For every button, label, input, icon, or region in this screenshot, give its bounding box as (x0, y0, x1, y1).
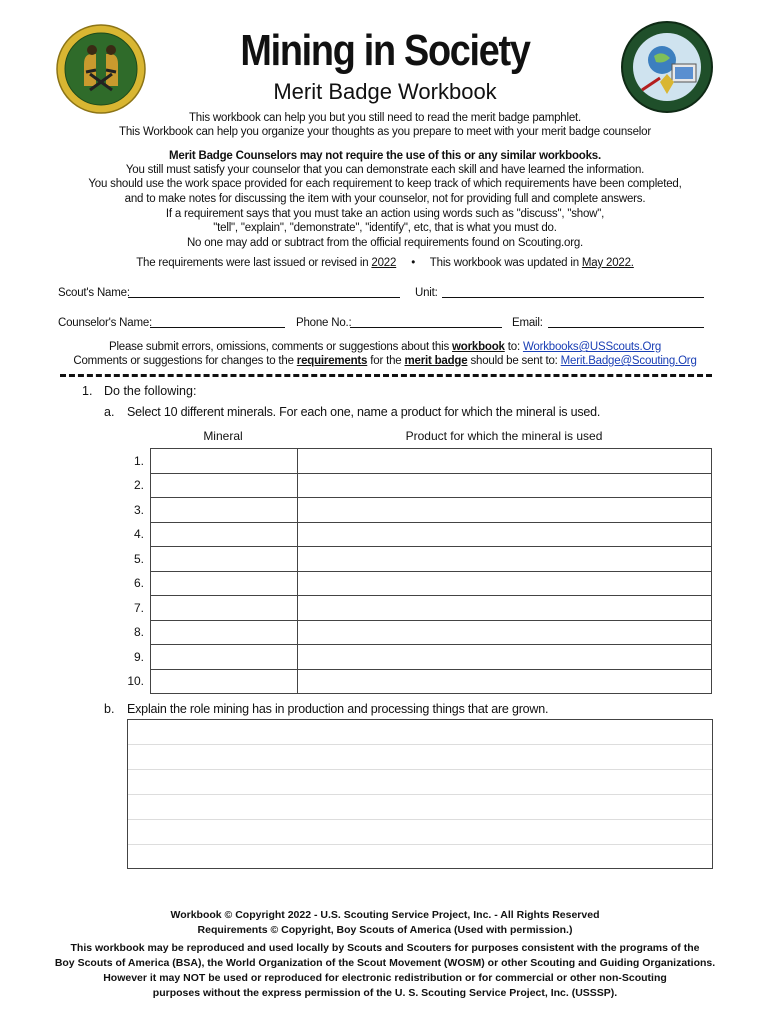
phone-field[interactable] (350, 317, 502, 328)
row-number: 1. (133, 453, 144, 468)
notice-line-5: "tell", "explain", "demonstrate", "identify", etc, that is what you must do. (213, 222, 557, 234)
minerals-table (114, 448, 712, 694)
scout-name-field[interactable] (128, 287, 400, 298)
workbooks-email-link[interactable]: Workbooks@USScouts.Org (522, 341, 662, 353)
section-divider (60, 374, 712, 377)
answer-line (128, 819, 712, 820)
counselor-name-field[interactable] (150, 317, 285, 328)
notice-line-6: No one may add or subtract from the official requirements found on Scouting.org. (186, 237, 584, 249)
notice-line-1: You still must satisfy your counselor that you can demonstrate each skill and have learned the information. (125, 164, 645, 176)
row-number: 2. (133, 478, 144, 493)
intro-line-1: This workbook can help you but you still need to read the merit badge pamphlet. (188, 112, 582, 124)
contact-requirements-word: requirements (296, 355, 368, 367)
contact-line-2-prefix: Comments or suggestions for changes to the (73, 355, 294, 367)
notice-line-4: If a requirement says that you must take an action using words such as "discuss", "show", (165, 208, 605, 220)
table-row (114, 547, 712, 572)
intro-line-2: This Workbook can help you organize your thoughts as you prepare to meet with your merit badge counselor (119, 126, 651, 138)
mineral-cell[interactable] (151, 473, 298, 498)
unit-label: Unit: (415, 287, 438, 299)
merit-badge-email-link[interactable]: Merit.Badge@Scouting.Org (560, 355, 697, 367)
phone-label: Phone No.: (296, 317, 352, 329)
answer-line (128, 844, 712, 845)
contact-line-2-mid: for the (370, 355, 402, 367)
table-row (114, 620, 712, 645)
notice-line-3: and to make notes for discussing the item with your counselor, not for providing full and complete answers. (124, 193, 646, 205)
contact-line-2 (0, 354, 770, 369)
product-cell[interactable] (298, 645, 712, 670)
footer-copyright-1: Workbook © Copyright 2022 - U.S. Scouting Service Project, Inc. - All Rights Reserved (170, 909, 600, 921)
footer-usage-1: This workbook may be reproduced and used locally by Scouts and Scouters for purposes consistent with the programs of the (70, 942, 700, 954)
notice-heading: Merit Badge Counselors may not require the use of this or any similar workbooks. (169, 150, 601, 162)
product-cell[interactable] (298, 498, 712, 523)
mineral-cell[interactable] (151, 449, 298, 474)
product-cell[interactable] (298, 669, 712, 694)
contact-workbook-word: workbook (452, 341, 505, 353)
updated-value: May 2022. (581, 257, 634, 269)
req-1b-answer-box[interactable] (127, 719, 713, 869)
req-1-number: 1. (82, 384, 93, 398)
email-label: Email: (512, 317, 543, 329)
row-number: 10. (127, 674, 144, 689)
counselor-name-label: Counselor's Name: (58, 317, 153, 329)
product-cell[interactable] (298, 620, 712, 645)
table-row (114, 669, 712, 694)
contact-line-1-prefix: Please submit errors, omissions, comments or suggestions about this (108, 341, 450, 353)
table-row (114, 498, 712, 523)
footer-usage-4: purposes without the express permission of the U. S. Scouting Service Project, Inc. (USSSP). (152, 987, 618, 999)
bullet: • (411, 257, 416, 269)
product-cell[interactable] (298, 473, 712, 498)
answer-line (128, 794, 712, 795)
row-number: 5. (133, 551, 144, 566)
table-row (114, 571, 712, 596)
req-1b-text: Explain the role mining has in production and processing things that are grown. (127, 702, 549, 716)
mineral-cell[interactable] (151, 547, 298, 572)
footer-usage-3: However it may NOT be used or reproduced for electronic redistribution or for commercial or other non-Scouting (103, 972, 667, 984)
row-number: 8. (133, 625, 144, 640)
req-1-text: Do the following: (104, 384, 197, 398)
mineral-cell[interactable] (151, 596, 298, 621)
row-number: 9. (133, 649, 144, 664)
mineral-cell[interactable] (151, 645, 298, 670)
contact-line-1 (0, 340, 770, 355)
product-cell[interactable] (298, 571, 712, 596)
row-number: 7. (133, 600, 144, 615)
table-row (114, 449, 712, 474)
table-row (114, 645, 712, 670)
product-cell[interactable] (298, 596, 712, 621)
product-cell[interactable] (298, 449, 712, 474)
row-number: 4. (133, 527, 144, 542)
product-cell[interactable] (298, 547, 712, 572)
mineral-cell[interactable] (151, 571, 298, 596)
mineral-cell[interactable] (151, 498, 298, 523)
contact-line-1-mid: to: (507, 341, 520, 353)
updated-label: This workbook was updated in (429, 257, 579, 269)
mineral-cell[interactable] (151, 620, 298, 645)
table-row (114, 596, 712, 621)
req-1a-text: Select 10 different minerals. For each one, name a product for which the mineral is used. (127, 405, 601, 419)
product-cell[interactable] (298, 522, 712, 547)
req-1b-letter: b. (104, 702, 115, 716)
page-title: Mining in Society (240, 26, 530, 75)
scout-name-label: Scout's Name: (58, 287, 130, 299)
row-number: 6. (133, 576, 144, 591)
col-header-product: Product for which the mineral is used (405, 429, 603, 443)
col-header-mineral: Mineral (203, 429, 243, 443)
notice-line-2: You should use the work space provided for each requirement to keep track of which requirements have been completed, (88, 178, 682, 190)
email-field[interactable] (548, 317, 704, 328)
answer-line (128, 769, 712, 770)
mineral-cell[interactable] (151, 522, 298, 547)
answer-line (128, 744, 712, 745)
footer-copyright-2: Requirements © Copyright, Boy Scouts of America (Used with permission.) (197, 924, 573, 936)
unit-field[interactable] (442, 287, 704, 298)
contact-merit-badge-word: merit badge (404, 355, 468, 367)
table-row (114, 522, 712, 547)
dates-line (0, 256, 770, 271)
table-row (114, 473, 712, 498)
page-subtitle: Merit Badge Workbook (273, 79, 497, 104)
mineral-cell[interactable] (151, 669, 298, 694)
issued-label: The requirements were last issued or revised in (136, 257, 369, 269)
contact-line-2-mid2: should be sent to: (470, 355, 558, 367)
req-1a-letter: a. (104, 405, 115, 419)
row-number: 3. (133, 502, 144, 517)
issued-value: 2022 (371, 257, 397, 269)
footer-usage-2: Boy Scouts of America (BSA), the World Organization of the Scout Movement (WOSM) or other Scouting and Guiding Organizations. (54, 957, 716, 969)
